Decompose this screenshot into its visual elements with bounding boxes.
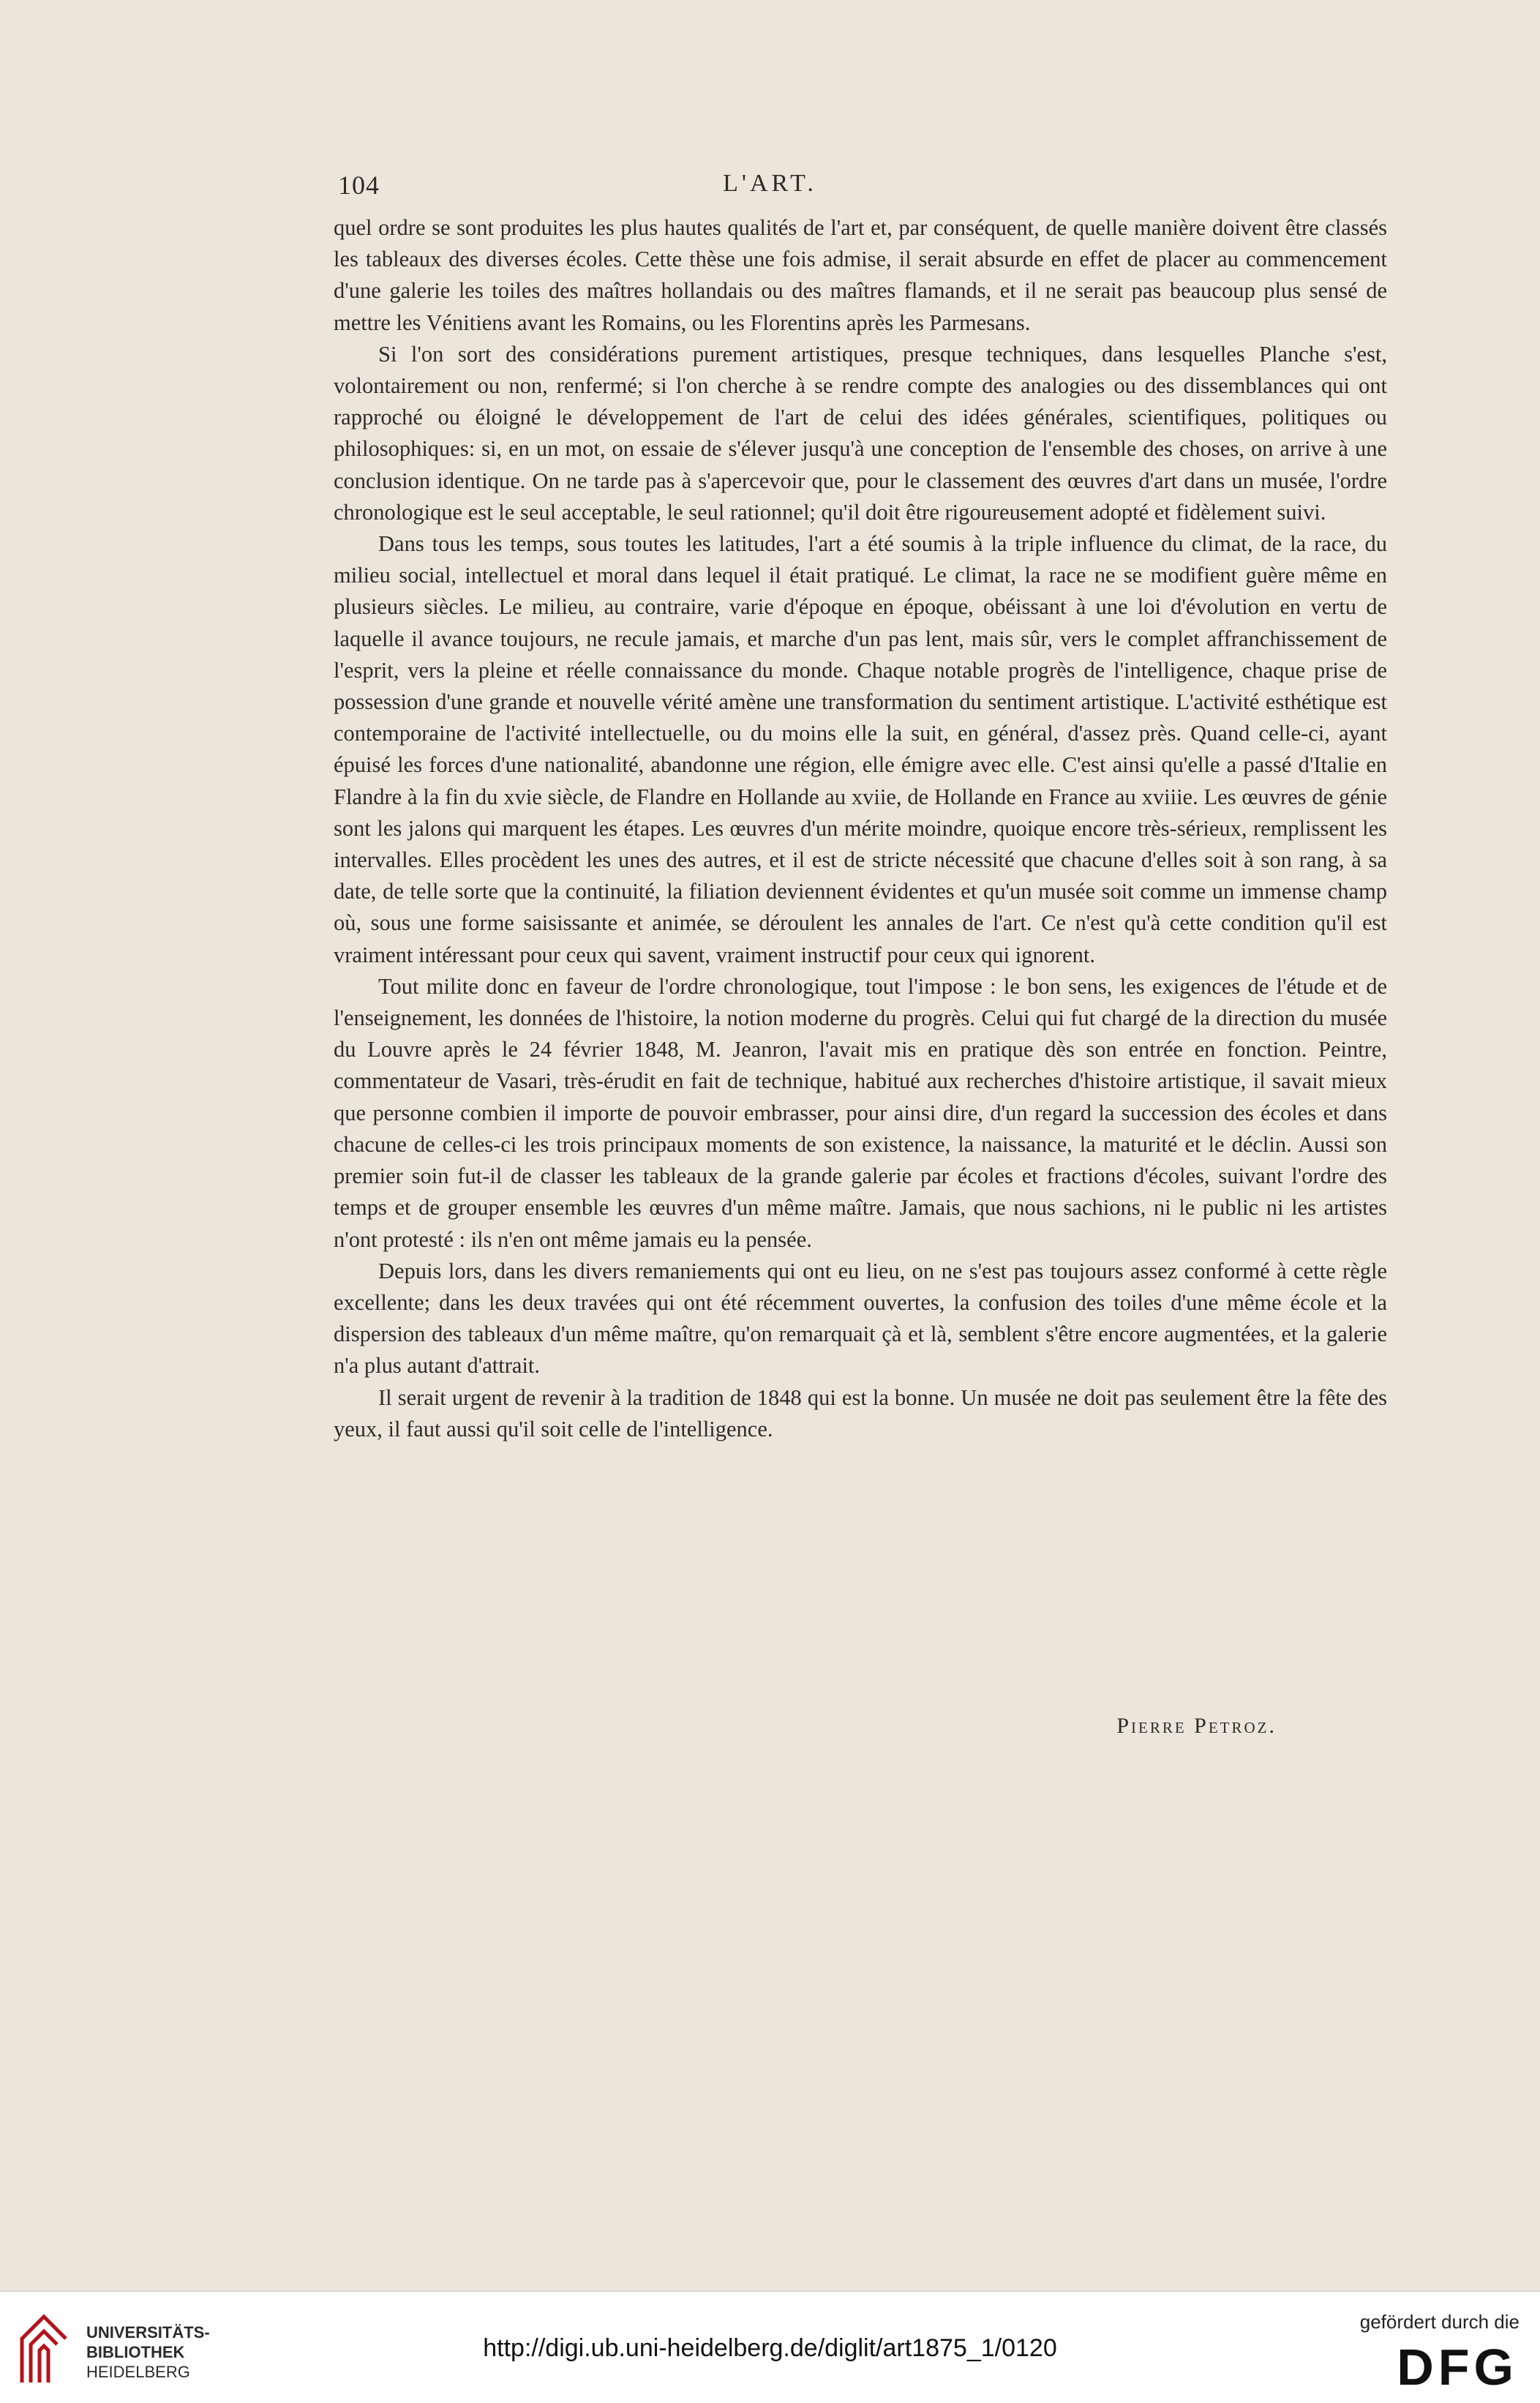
page-number: 104 — [338, 170, 380, 200]
library-name-line: BIBLIOTHEK — [86, 2343, 185, 2361]
article-body — [334, 212, 1387, 1445]
funding-caption: gefördert durch die — [1359, 2311, 1520, 2333]
library-name-line: UNIVERSITÄTS- — [86, 2323, 210, 2342]
dfg-logo-icon: DFG — [1397, 2339, 1518, 2396]
paragraph: Il serait urgent de revenir à la tradition de 1848 qui est la bonne. Un musée ne doit pas seulement être la fête des yeux, il faut aussi qu'il soit celle de l'intelligence. — [334, 1384, 1387, 1442]
paragraph: Dans tous les temps, sous toutes les latitudes, l'art a été soumis à la triple influence du climat, de la race, du milieu social, intellectuel et moral dans lequel il était pratiqué. Le climat, la race ne se modifient guère même en plusieurs siècles. Le milieu, au contraire, varie d'époque en époque, obéissant à une loi d'évolution en vertu de laquelle il avance toujours, ne recule jamais, et marche d'un pas lent, mais sûr, vers le complet affranchissement de l'esprit, vers la pleine et réelle connaissance du monde. Chaque notable progrès de l'intelligence, chaque prise de possession d'une grande et nouvelle vérité amène une transformation du sentiment artistique. L'activité esthétique est contemporaine de l'activité intellectuelle, ou du moins elle la suit, en général, d'assez près. Quand celle-ci, ayant épuisé les forces d'une nationalité, abandonne une région, elle émigre avec elle. C'est ainsi qu'elle a passé d'Italie en Flandre à la fin du xvie siècle, de Flandre en Hollande au xviie, de Hollande en France au xviiie. Les œuvres de génie sont les jalons qui marquent les étapes. Les œuvres d'un mérite moindre, quoique encore très-sérieux, remplissent les intervalles. Elles procèdent les unes des autres, et il est de stricte nécessité que chacune d'elles soit à son rang, à sa date, de telle sorte que la continuité, la filiation deviennent évidentes et qu'un musée soit comme un immense champ où, sous une forme saisissante et animée, se déroulent les annales de l'art. Ce n'est qu'à cette condition qu'il est vraiment intéressant pour ceux qui savent, vraiment instructif pour ceux qui ignorent. — [334, 531, 1387, 967]
author-signature: Pierre Petroz. — [1116, 1714, 1277, 1738]
running-head: L'ART. — [723, 170, 817, 197]
paragraph: Tout milite donc en faveur de l'ordre chronologique, tout l'impose : le bon sens, les exigences de l'étude et de l'enseignement, les données de l'histoire, la notion moderne du progrès. Celui qui fut chargé de la direction du musée du Louvre après le 24 février 1848, M. Jeanron, l'avait mis en pratique dès son entrée en fonction. Peintre, commentateur de Vasari, très-érudit en fait de technique, habitué aux recherches d'histoire artistique, il savait mieux que personne combien il importe de pouvoir embrasser, pour ainsi dire, d'un regard la succession des écoles et dans chacune de celles-ci les trois principaux moments de son existence, la naissance, la maturité et le déclin. Aussi son premier soin fut-il de classer les tableaux de la grande galerie par écoles et fractions d'écoles, suivant l'ordre des temps et de grouper ensemble les œuvres d'un même maître. Jamais, que nous sachions, ni le public ni les artistes n'ont protesté : ils n'en ont même jamais eu la pensée. — [334, 973, 1387, 1252]
paragraph: Depuis lors, dans les divers remaniements qui ont eu lieu, on ne s'est pas toujours assez conformé à cette règle excellente; dans les deux travées qui ont été récemment ouvertes, la confusion des toiles d'une même école et la dispersion des tableaux d'un même maître, qu'on remarquait çà et là, semblent s'être encore augmentées, et la galerie n'a plus autant d'attrait. — [334, 1258, 1387, 1379]
paragraph: quel ordre se sont produites les plus hautes qualités de l'art et, par conséquent, de quelle manière doivent être classés les tableaux des diverses écoles. Cette thèse une fois admise, il serait absurde en effet de placer au commencement d'une galerie les toiles des maîtres hollandais ou des maîtres flamands, et il ne serait pas beaucoup plus sensé de mettre les Vénitiens avant les Romains, ou les Florentins après les Parmesans. — [334, 215, 1387, 335]
digitization-footer — [0, 2290, 1540, 2403]
paragraph: Si l'on sort des considérations purement artistiques, presque techniques, dans lesquelles Planche s'est, volontairement ou non, renfermé; si l'on cherche à se rendre compte des analogies ou des dissemblances qui ont rapproché ou éloigné le développement de l'art de celui des idées générales, scientifiques, politiques ou philosophiques: si, en un mot, on essaie de s'élever jusqu'à une conception de l'ensemble des choses, on arrive à une conclusion identique. On ne tarde pas à s'apercevoir que, pour le classement des œuvres d'art dans un musée, l'ordre chronologique est le seul acceptable, le seul rationnel; qu'il doit être rigoureusement adopté et fidèlement suivi. — [334, 341, 1387, 525]
library-name-line: HEIDELBERG — [86, 2363, 190, 2381]
permalink-url[interactable]: http://digi.ub.uni-heidelberg.de/diglit/art1875_1/0120 — [483, 2334, 1057, 2362]
